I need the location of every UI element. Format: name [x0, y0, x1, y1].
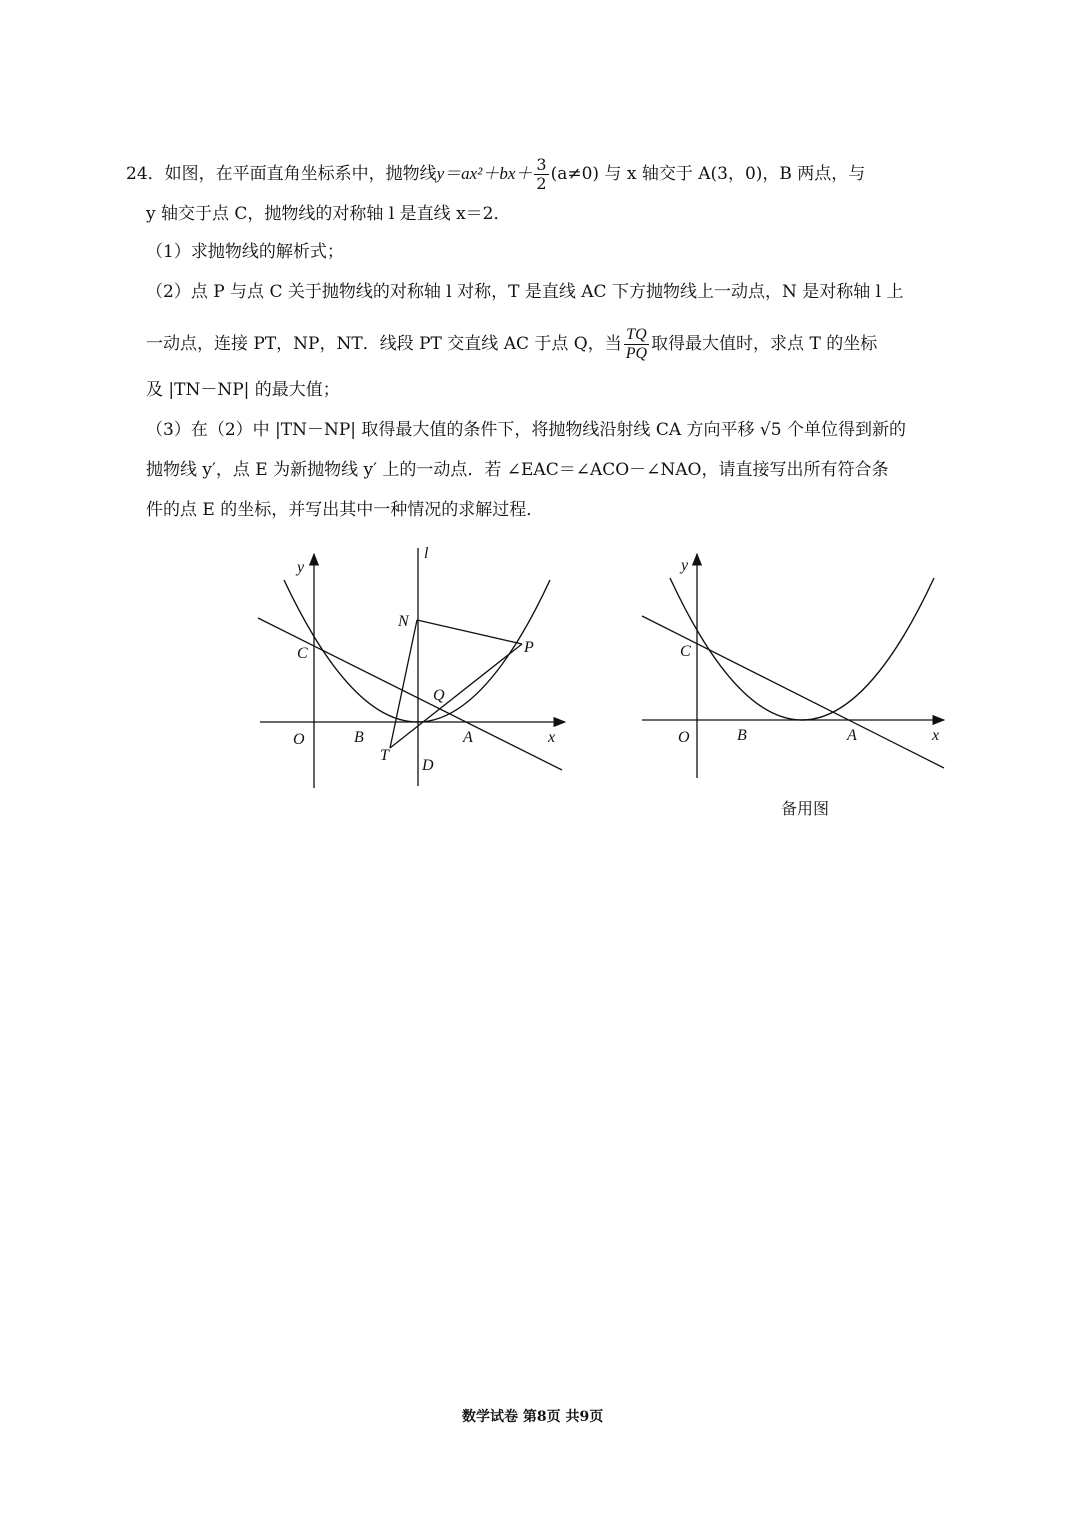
fraction-denominator: 2 [536, 174, 547, 193]
label-x: x [548, 729, 556, 746]
part2-text-b: 取得最大值时，求点 T 的坐标 [651, 334, 878, 354]
label-o: O [678, 729, 690, 746]
segment-nt [390, 620, 417, 748]
part-2-line-a: （2）点 P 与点 C 关于抛物线的对称轴 l 对称，T 是直线 AC 下方抛物线上一动点，N 是对称轴 l 上 [146, 282, 904, 302]
line1-text-a: ．如图，在平面直角坐标系中，抛物线 [147, 164, 437, 184]
label-q: Q [433, 687, 445, 704]
figure-main [250, 540, 580, 800]
label-c: C [680, 643, 691, 660]
label-d: D [422, 757, 434, 774]
label-y: y [681, 557, 689, 574]
segment-pt [390, 644, 522, 748]
label-n: N [398, 613, 409, 630]
label-a: A [463, 729, 473, 746]
part-3-line-c: 件的点 E 的坐标，并写出其中一种情况的求解过程． [146, 500, 544, 520]
label-b: B [354, 729, 364, 746]
label-c: C [297, 645, 308, 662]
line1-text-b: (a≠0) 与 x 轴交于 A(3，0)，B 两点，与 [550, 164, 866, 184]
problem-line-2: y 轴交于点 C，抛物线的对称轴 l 是直线 x＝2． [146, 204, 511, 224]
part-2-line-c: 及 |TN－NP| 的最大值； [146, 380, 340, 400]
part-1: （1）求抛物线的解析式； [146, 242, 344, 262]
problem-line-1 [126, 156, 865, 193]
fraction-three-halves [534, 156, 548, 193]
label-y: y [297, 559, 305, 576]
label-x: x [932, 727, 940, 744]
part-2-line-b [146, 326, 877, 363]
label-o: O [293, 731, 305, 748]
fraction-tq-over-pq [624, 326, 649, 363]
part-3-line-b: 抛物线 y′，点 E 为新抛物线 y′ 上的一动点．若 ∠EAC＝∠ACO－∠NAO，请直接写出所有符合条 [146, 460, 889, 480]
segment-np [417, 620, 522, 644]
label-t: T [380, 747, 389, 764]
label-l: l [424, 545, 429, 562]
fraction-denominator: PQ [625, 345, 648, 362]
label-b: B [737, 727, 747, 744]
parabola-curve [670, 578, 934, 720]
fraction-numerator: TQ [624, 326, 649, 345]
figure-backup [636, 540, 952, 780]
page-footer: 数学试卷 第8页 共9页 [462, 1409, 604, 1425]
part2-text-a: 一动点，连接 PT，NP，NT．线段 PT 交直线 AC 于点 Q，当 [146, 334, 622, 354]
label-p: P [524, 639, 534, 656]
line1-equation: y＝ax²＋bx＋ [436, 164, 533, 183]
backup-figure-caption: 备用图 [781, 799, 830, 818]
label-a: A [847, 727, 857, 744]
part-3-line-a: （3）在（2）中 |TN－NP| 取得最大值的条件下，将抛物线沿射线 CA 方向平移 √5 个单位得到新的 [146, 420, 906, 440]
problem-number: 24 [126, 164, 148, 184]
fraction-numerator: 3 [536, 155, 547, 174]
